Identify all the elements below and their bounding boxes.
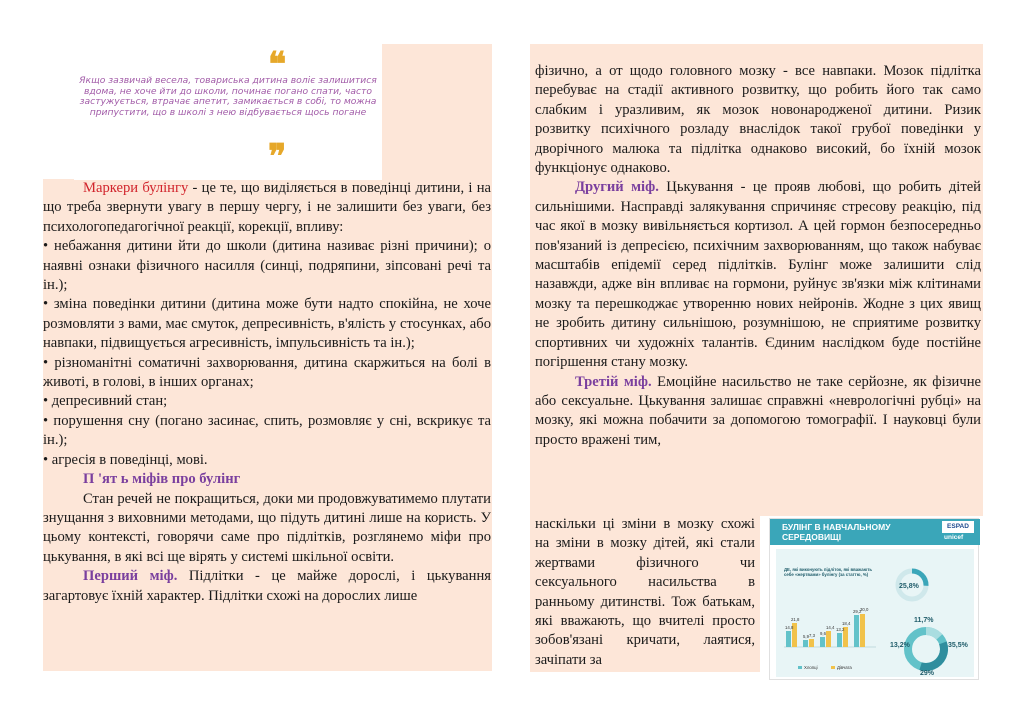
- right-bottom-text: наскільки ці зміни в мозку схожі на зміни в мозку дітей, які стали жертвами фізичного чи сексуального насильства в ранньому дитинстві. Тож батькам, які вважають, що вчителі просто зобов'язані кричати, лаятися, зачіпати за: [535, 516, 755, 668]
- donut-value: 25,8%: [899, 583, 919, 590]
- open-quote-icon: ❝: [268, 45, 287, 85]
- markers-term: Маркери булінгу: [83, 180, 189, 196]
- bar: [837, 633, 842, 647]
- myths-title-line: [43, 470, 491, 489]
- bullet-item: • порушення сну (погано засинає, спить, розмовляє у сні, вскрикує та ін.);: [43, 412, 491, 449]
- markers-paragraph: [43, 179, 491, 237]
- bar-label: 14,8: [785, 625, 794, 630]
- bottom-pie: [890, 617, 969, 677]
- quote-box: [74, 40, 382, 180]
- bar: [786, 631, 791, 647]
- bar-label: 18,4: [842, 621, 851, 626]
- bar-label: 21,8: [791, 617, 800, 622]
- myth1-paragraph: [43, 567, 491, 606]
- top-donut: [898, 571, 926, 599]
- bar-label: 29,2: [853, 609, 862, 614]
- myth1-title: Перший міф.: [83, 568, 178, 585]
- bar: [820, 637, 825, 647]
- bar-label: 5,9: [803, 634, 809, 639]
- legend-swatch-boys: [798, 666, 802, 669]
- infographic-question: ДЕ, які виконують підліток, які вважають себе «жертвами» булінгу (за статтю, %): [784, 567, 872, 578]
- right-column-text: [535, 62, 981, 450]
- bar: [809, 639, 814, 647]
- pie-value: 11,7%: [914, 617, 934, 624]
- myth3-paragraph: [535, 373, 981, 451]
- myth3-title: Третій міф.: [575, 373, 652, 390]
- bar: [803, 640, 808, 647]
- bar-label: 7,3: [809, 633, 815, 638]
- bar-label: 30,0: [860, 607, 869, 612]
- myths-intro-paragraph: [43, 490, 491, 568]
- myth1-text: Підлітки - це майже дорослі, і цькування загартовує їхній характер. Підлітки схожі на дорослих лише: [43, 568, 491, 604]
- bar: [826, 631, 831, 647]
- bar-label: 9,6: [820, 631, 826, 636]
- close-quote-icon: ❞: [268, 137, 287, 177]
- pie-value: 13,2%: [890, 642, 910, 649]
- infographic-title: БУЛІНГ В НАВЧАЛЬНОМУ СЕРЕДОВИЩІ: [782, 522, 891, 542]
- quote-text: Якщо зазвичай весела, товариська дитина воліє залишитися вдома, не хоче йти до школи, починає погано спати, часто застужується, втрачає апетит, замикається в собі, то можна припустити, що в школі з нею відбувається щось погане: [79, 75, 377, 118]
- pie-value: 35,5%: [948, 642, 968, 649]
- bar-label: 13,2: [836, 627, 845, 632]
- bar-chart: [784, 607, 876, 670]
- legend-swatch-girls: [831, 666, 835, 669]
- legend-boys: Хлопці: [804, 665, 818, 670]
- espad-logo: ESPAD: [942, 521, 974, 533]
- myths-intro: Стан речей не покращиться, доки ми продовжуватимемо плутати знущання з виховними методами, що підуть дитині лише на користь. У цьому контексті, говорячи саме про підлітків, розглянемо міфи про цькування, в які всі ще вірять у системі шкільної освіти.: [43, 490, 491, 565]
- left-column-text: [43, 179, 491, 606]
- continue-paragraph: фізично, а от щодо головного мозку - все навпаки. Мозок підлітка перебуває на стадії активного розвитку, що робить його так само слабким і уразливим, як мозок новонародженої дитини. Ризик розвитку психічного розладу внаслідок такої грубої поведінки у дворічного малюка та підлітка однаково високий, бо їхній мозок функціонує однаково.: [535, 63, 981, 177]
- bullet-item: • різноманітні соматичні захворювання, дитина скаржиться на болі в животі, в голові, в інших органах;: [43, 354, 491, 391]
- bullet-item: • зміна поведінки дитини (дитина може бути надто спокійна, не хоче розмовляти з вами, має смуток, депресивність, в'ялість у стосунках, або навпаки, підвищується агресивність, імпульсивність та ін.);: [43, 296, 491, 352]
- myth2-text: Цькування - це прояв любові, що робить дітей сильнішими. Насправді залякування спричиняє стресову реакцію, під час якої в мозку вивільняється кортизол. А цей гормон безпосередньо пов'язаний із депресією, психічним захворюванням, що також набуває масштабів епідемії серед підлітків. Булінг може залишити слід назавжди, адже він впливає на гормони, руйнує зв'язки між клітинами мозку та перешкоджає утворенню нових нейронів. Жодне з цих явищ не зробить дитину сильнішою, розумнішою, не сприятиме розвитку спортивних чи художніх талантів. Єдиним наслідком буде постійне погіршення стану мозку.: [535, 179, 981, 371]
- bar-label: 14,4: [826, 625, 835, 630]
- infographic-body: [776, 549, 974, 677]
- pie-value: 29%: [920, 670, 935, 677]
- unicef-logo: unicef: [944, 534, 964, 541]
- bullet-item: • депресивний стан;: [43, 393, 168, 410]
- bar: [860, 614, 865, 647]
- infographic-chart: [776, 549, 974, 677]
- myth2-paragraph: [535, 178, 981, 372]
- bullet-item: • агресія в поведінці, мові.: [43, 451, 208, 468]
- bullet-item: • небажання дитини йти до школи (дитина називає різні причини); о наявні ознаки фізичного насилля (синці, подряпини, зіпсовані речі та ін.);: [43, 238, 491, 294]
- myth2-title: Другий міф.: [575, 179, 659, 196]
- infographic-header: [770, 519, 980, 545]
- legend-girls: Дівчата: [837, 665, 852, 670]
- bar: [854, 615, 859, 647]
- myths-title: П 'ят ь міфів про булінг: [83, 471, 241, 488]
- left-top-peach-block: [382, 44, 492, 180]
- bullying-infographic: [769, 518, 979, 680]
- myth3-text: Емоційне насильство не таке серйозне, як фізичне або сексуальне. Цькування залишає справжні «неврологічні рубці» на мозку, які можна побачити за допомогою томографії. І науковці були просто вражені тим,: [535, 373, 981, 448]
- markers-intro: - це те, що виділяється в поведінці дитини, і на що треба звернути увагу в першу чергу, і не залишити без уваги, без психологопедагогічної реакції, корекції, впливу:: [43, 180, 491, 235]
